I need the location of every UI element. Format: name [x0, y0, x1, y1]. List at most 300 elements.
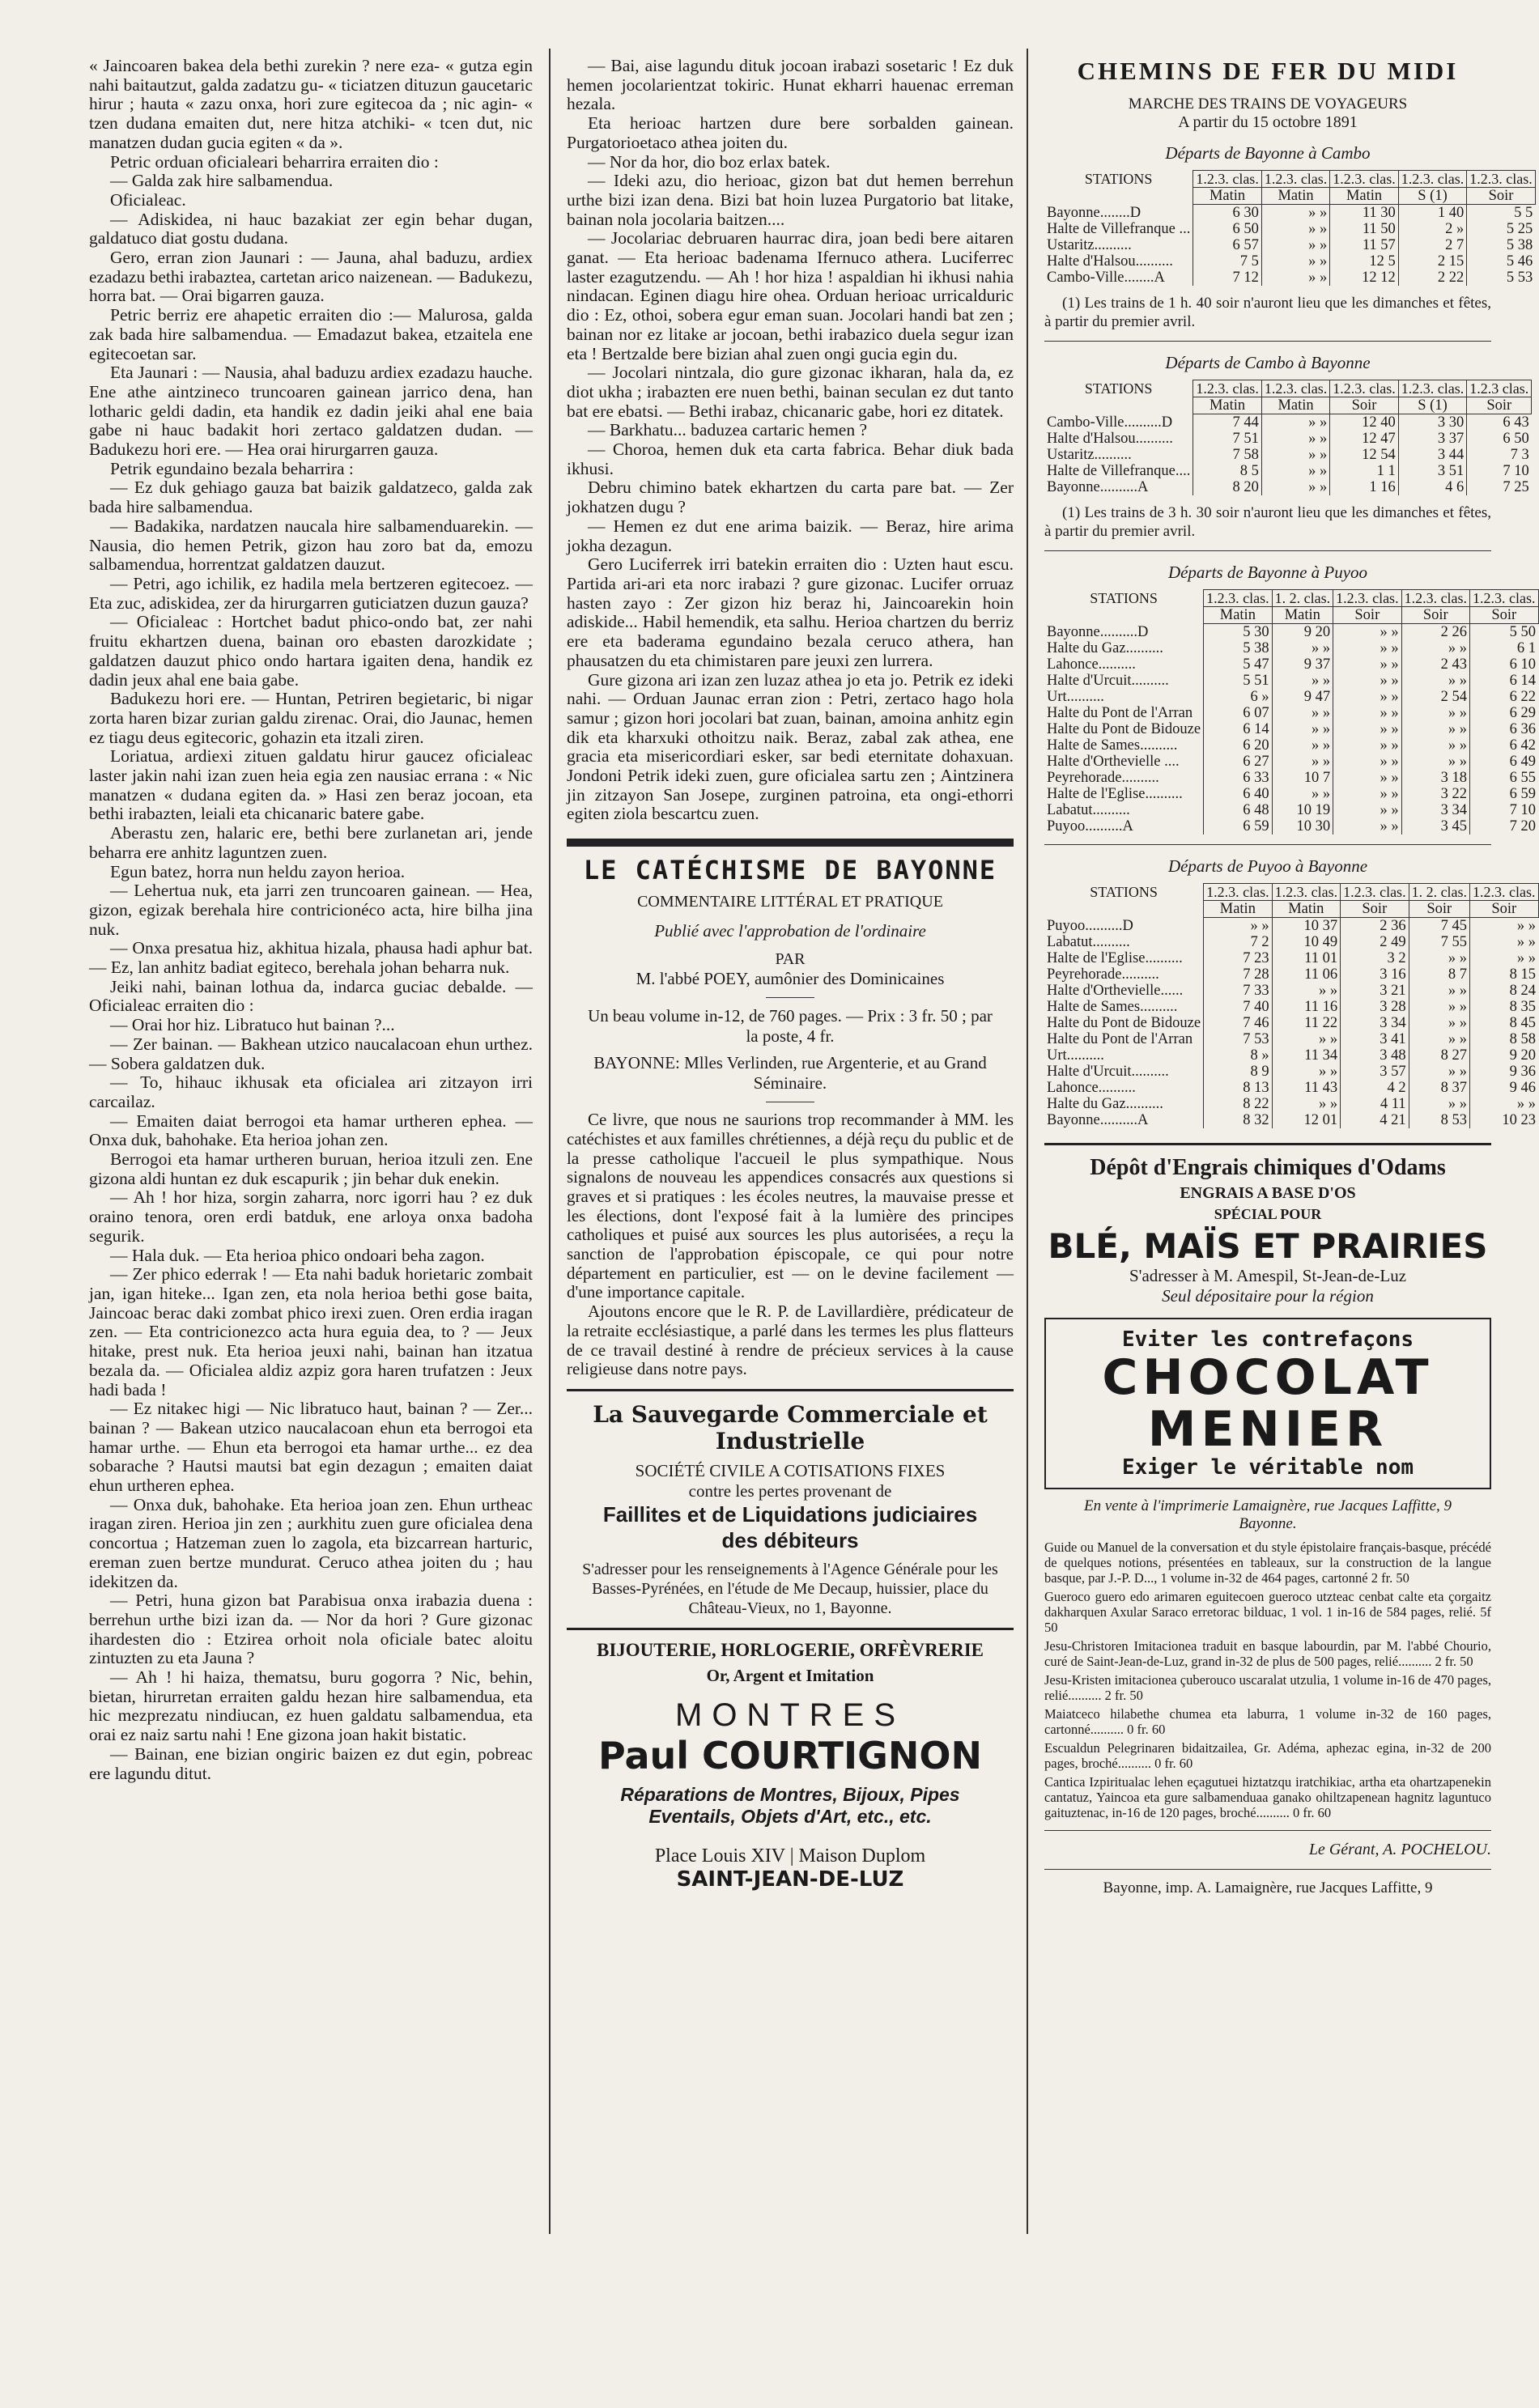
catechism-address: BAYONNE: Mlles Verlinden, rue Argenterie, et au Grand Séminaire.: [593, 1053, 987, 1094]
departure-time: 7 2: [1204, 934, 1272, 950]
timetable-heading: Départs de Puyoo à Bayonne: [1167, 856, 1368, 876]
departure-time: 3 28: [1341, 999, 1409, 1015]
departure-time: 7 45: [1409, 918, 1469, 935]
departure-time: 5 38: [1204, 640, 1272, 656]
table-row: [1044, 270, 1535, 286]
station-name: Halte d'Orthevielle......: [1047, 983, 1184, 999]
story-paragraph: Loriatua, ardiexi zituen galdatu hirur gaucez oficialeac laster jakin nahi izan zuen heia egia zen nausiac errana : « Nic manatzen « dudana egiten da. » Hasi zen beraz jocoan, eta bethi irabazten, leiali eta chicanaric batere gabe.: [89, 746, 533, 824]
catechism-ad: [567, 855, 1014, 1379]
table-row: [1044, 737, 1538, 754]
station-name: Bayonne..........A: [1047, 479, 1149, 495]
departure-time: 3 37: [1398, 431, 1466, 447]
station-name: Peyrehorade..........: [1047, 770, 1159, 786]
class-header: 1.2.3 clas.: [1467, 380, 1532, 397]
departure-time: » »: [1272, 1064, 1340, 1080]
table-row: [1044, 1015, 1538, 1031]
departure-time: 3 44: [1398, 447, 1466, 463]
departure-time: 6 29: [1470, 705, 1538, 721]
time-period-header: Matin: [1193, 397, 1261, 414]
departure-time: » »: [1272, 705, 1333, 721]
departure-time: 5 46: [1467, 253, 1535, 270]
time-period-header: Soir: [1330, 397, 1398, 414]
departure-time: » »: [1272, 1031, 1340, 1047]
departure-time: 6 36: [1470, 721, 1538, 737]
departure-time: 6 »: [1204, 689, 1272, 705]
class-header: 1.2.3. clas.: [1261, 380, 1329, 397]
table-row: [1044, 431, 1532, 447]
column-railway-ads: [1044, 57, 1537, 1897]
table-row: [1044, 983, 1538, 999]
departure-time: 7 44: [1193, 414, 1261, 431]
departure-time: 3 21: [1341, 983, 1409, 999]
departure-time: » »: [1401, 754, 1469, 770]
class-header: 1.2.3. clas.: [1401, 590, 1469, 607]
class-header: 1.2.3. clas.: [1330, 171, 1398, 188]
departure-time: 12 12: [1330, 270, 1398, 286]
departure-time: » »: [1470, 934, 1538, 950]
departure-time: » »: [1409, 1064, 1469, 1080]
sauvegarde-line3: Faillites et de Liquidations judiciaires des débiteurs: [602, 1501, 978, 1552]
section-divider: [567, 839, 1014, 847]
departure-time: 5 38: [1467, 237, 1535, 253]
departure-time: » »: [1333, 673, 1401, 689]
station-name: Ustaritz..........: [1047, 447, 1132, 463]
table-row: [1044, 705, 1538, 721]
departure-time: 8 58: [1470, 1031, 1538, 1047]
departure-time: 3 45: [1401, 818, 1469, 835]
class-header: 1. 2. clas.: [1409, 884, 1469, 901]
timetable: [1044, 380, 1532, 495]
courtignon-ad: [567, 1640, 1014, 1892]
book-item: Escualdun Pelegrinaren bidaitzailea, Gr. Adéma, aphezac egina, in-32 de 200 pages, broché.......... 0 fr. 60: [1044, 1740, 1491, 1771]
time-period-header: Matin: [1204, 901, 1272, 918]
departure-time: 2 7: [1398, 237, 1466, 253]
odams-line1: ENGRAIS A BASE D'OS: [1180, 1184, 1356, 1202]
table-row: [1044, 802, 1538, 818]
departure-time: » »: [1272, 737, 1333, 754]
departure-time: 9 46: [1470, 1080, 1538, 1096]
departure-time: 11 16: [1272, 999, 1340, 1015]
section-divider: [1044, 1143, 1491, 1145]
departure-time: » »: [1272, 673, 1333, 689]
station-name: Halte du Pont de Bidouze: [1047, 721, 1201, 737]
station-name: Halte du Gaz..........: [1047, 640, 1163, 656]
station-name: Bayonne..........A: [1047, 1112, 1149, 1128]
story-paragraph: — Jocolari nintzala, dio gure gizonac ikharan, hala da, ez diot ukha ; irabazten ere nuen bethi, bainan seculan ez dut tanto bat ere ebatsi. — Bethi irabaz, chicanaric gabe, hori ez ditatek.: [567, 363, 1014, 421]
story-paragraph: Gero, erran zion Jaunari : — Jauna, ahal baduzu, ardiex ezadazu bethi irabaztea, cartetan arico naizenean. — Badukezu, horra bat. — Orai bigarren gauza.: [89, 248, 533, 306]
story-paragraph: — Orai hor hiz. Libratuco hut bainan ?...: [110, 1015, 395, 1035]
departure-time: 6 57: [1193, 237, 1261, 253]
story-paragraph: Eta herioac hartzen dure bere sorbalden gainean. Purgatorioetaco athea joiten du.: [567, 113, 1014, 152]
story-paragraph: — Oficialeac : Hortchet badut phico-ondo bat, zer nahi fruitu ekhartzen duena, bainan oro ebasten darozkidate ; galdatzen dauzut phico ondo hartara igaiten dena, handik ez dadin jeux ahal ene baia gabe.: [89, 612, 533, 690]
table-row: [1044, 1031, 1538, 1047]
station-name: Halte du Gaz..........: [1047, 1096, 1163, 1112]
departure-time: 2 54: [1401, 689, 1469, 705]
departure-time: 5 25: [1467, 221, 1535, 237]
departure-time: 8 9: [1204, 1064, 1272, 1080]
departure-time: 7 12: [1193, 270, 1261, 286]
time-period-header: S (1): [1398, 397, 1466, 414]
departure-time: » »: [1333, 624, 1401, 641]
story-paragraph: — Jocolariac debruaren haurrac dira, joan bedi bere aitaren ganat. — Eta herioac badenama Ifernuco athera. Luciferrec laster ezagutzendu. — Ah ! hor hiza ! aspaldian hi ikhusi nahia nindacan. Eginen diagu hire ohea. Orduan herioac urricalduric dio : Ez, othoi, sobera egur eman suan. Jocolari handi bat zen ; bainan nor ez litake ar jocoan, bethi irabazico duela segur izan eta ! Bertzalde bere bizian ahal zuen ongi gucia egin du.: [567, 228, 1014, 363]
departure-time: 6 30: [1193, 205, 1261, 222]
gerant-line: Le Gérant, A. POCHELOU.: [1308, 1841, 1491, 1858]
catechism-approval: Publié avec l'approbation de l'ordinaire: [654, 921, 926, 941]
catechism-title: LE CATÉCHISME DE BAYONNE: [583, 855, 997, 886]
departure-time: » »: [1272, 754, 1333, 770]
table-row: [1044, 1096, 1538, 1112]
departure-time: » »: [1272, 640, 1333, 656]
menier-word1: CHOCOLAT: [1102, 1349, 1434, 1406]
departure-time: 6 59: [1204, 818, 1272, 835]
departure-time: » »: [1409, 999, 1469, 1015]
departure-time: 7 40: [1204, 999, 1272, 1015]
departure-time: 4 21: [1341, 1112, 1409, 1128]
story-paragraph: — Onxa duk, bahohake. Eta herioa joan zen. Ehun urtheac iragan ziren. Herioa jin zen ; aurkhitu zuen gure oficialea dena concortua ; Hatzeman zuen lo zagola, eta bizcarrean harturic, ereman zuen bertze mundurat. Ceruco athea joiten du ; hau idekitzen da.: [89, 1494, 533, 1591]
courtignon-repairs: Réparations de Montres, Bijoux, Pipes Eventails, Objets d'Art, etc., etc.: [620, 1783, 960, 1827]
blank-cell: [1044, 901, 1204, 918]
table-row: [1044, 447, 1532, 463]
story-paragraph: — Ez nitakec higi — Nic libratuco haut, bainan ? — Zer... bainan ? — Bakean utzico naucalacoan ehun eta berrogoi eta hamar urthe. — Ehun eta berrogoi eta hamar urthe... ez dea sobarache ? Hautsi mautsi bat egin dezagun ; emaiten daiat ehun urtheren ephea.: [89, 1399, 533, 1496]
story-paragraph: Egun batez, horra nun heldu zayon herioa.: [110, 861, 406, 881]
table-row: [1044, 770, 1538, 786]
departure-time: 8 24: [1470, 983, 1538, 999]
station-name: Bayonne........D: [1047, 204, 1141, 221]
catechism-par: PAR: [775, 950, 806, 969]
station-name: Lahonce..........: [1047, 1080, 1136, 1096]
departure-time: 8 22: [1204, 1096, 1272, 1112]
departure-time: 4 11: [1341, 1096, 1409, 1112]
departure-time: 8 7: [1409, 966, 1469, 983]
departure-time: » »: [1409, 1015, 1469, 1031]
departure-time: 2 49: [1341, 934, 1409, 950]
departure-time: 8 5: [1193, 463, 1261, 479]
time-period-header: Matin: [1193, 188, 1261, 205]
story-paragraph: — Bainan, ene bizian ongiric baizen ez dut egin, pobreac ere lagundu ditut.: [89, 1743, 533, 1783]
table-row: [1044, 414, 1532, 431]
column-story-part2-ads: [567, 57, 1014, 1892]
departure-time: 2 22: [1398, 270, 1466, 286]
table-row: [1044, 479, 1532, 495]
departure-time: 3 57: [1341, 1064, 1409, 1080]
table-row: [1044, 624, 1538, 641]
table-row: [1044, 934, 1538, 950]
table-row: [1044, 918, 1538, 935]
station-name: Halte de l'Eglise..........: [1047, 950, 1183, 966]
time-period-header: Matin: [1261, 188, 1329, 205]
table-row: [1044, 966, 1538, 983]
story-paragraph: — Petri, ago ichilik, ez hadila mela bertzeren egitecoez. — Eta zuc, adiskidea, zer da hirurgarren guticiatzen duzun gauza?: [89, 573, 533, 613]
section-divider: [1044, 550, 1491, 551]
odams-line4: Seul dépositaire pour la région: [1162, 1286, 1374, 1306]
station-name: Peyrehorade..........: [1047, 966, 1159, 983]
departure-time: 9 20: [1272, 624, 1333, 641]
story-continuation: [567, 57, 1014, 824]
table-row: [1044, 689, 1538, 705]
time-period-header: Matin: [1272, 607, 1333, 624]
table-row: [1044, 950, 1538, 966]
departure-time: 6 42: [1470, 737, 1538, 754]
station-name: Lahonce..........: [1047, 656, 1136, 673]
departure-time: » »: [1401, 640, 1469, 656]
station-name: Halte d'Urcuit..........: [1047, 673, 1169, 689]
station-name: Halte de Villefranque....: [1047, 463, 1191, 479]
table-row: [1044, 1080, 1538, 1096]
departure-time: » »: [1261, 414, 1329, 431]
column-story-part1: [89, 57, 533, 1783]
story-paragraph: Badukezu hori ere. — Huntan, Petriren begietaric, bi nigar zorta haren bizar zurian galdu zirenac. Orai, dio Jaunac, hemen ez tiagu deus egitecoric, gohazin eta itzali ziren.: [89, 689, 533, 747]
departure-time: » »: [1333, 705, 1401, 721]
departure-time: 6 50: [1467, 431, 1532, 447]
departure-time: » »: [1261, 253, 1329, 270]
blank-cell: [1044, 607, 1204, 624]
book-list: [1044, 1540, 1491, 1820]
station-name: Halte d'Urcuit..........: [1047, 1064, 1169, 1080]
departure-time: 2 »: [1398, 221, 1466, 237]
departure-time: 8 37: [1409, 1080, 1469, 1096]
railway-title: CHEMINS DE FER DU MIDI: [1077, 57, 1459, 85]
departure-time: 8 15: [1470, 966, 1538, 983]
story-paragraph: Gero Luciferrek irri batekin erraiten dio : Uzten haut escu. Partida ari-ari eta norc irabazi ? gure gizonac. Lucifer orruaz hasten zayo : Zer gizon hiz beraz hi, Jaincoarekin hoin adiskide... Habil hemendik, eta salhu. Herioa chartzen du berriz ere eta baderama egundaino bezala ceruco athera, han phausatzen du eta chimistaren pare jeuxi zen lurrera.: [567, 554, 1014, 670]
story-paragraph: — Zer bainan. — Bakhean utzico naucalacoan ehun urthez. — Sobera galdatzen duk.: [89, 1034, 533, 1073]
table-row: [1044, 463, 1532, 479]
catechism-subtitle: COMMENTAIRE LITTÉRAL ET PRATIQUE: [637, 893, 943, 911]
station-name: Halte du Pont de l'Arran: [1047, 705, 1193, 721]
blank-cell: [1044, 188, 1193, 205]
departure-time: 5 53: [1467, 270, 1535, 286]
departure-time: 11 30: [1330, 205, 1398, 222]
time-period-header: Matin: [1330, 188, 1398, 205]
story-paragraph: Petric orduan oficialeari beharrira erraiten dio :: [110, 151, 439, 172]
departure-time: » »: [1272, 786, 1333, 802]
table-row: [1044, 818, 1538, 835]
story-paragraph: Petric berriz ere ahapetic erraiten dio :— Malurosa, galda zak bada hire salbamendua. — Emadazut bakea, etzaitela ene egitecoetan sar.: [89, 305, 533, 363]
station-name: Urt..........: [1047, 1047, 1104, 1064]
railway-date: A partir du 15 octobre 1891: [1178, 113, 1358, 131]
book-item: Guide ou Manuel de la conversation et du style épistolaire français-basque, précédé de quelques notions, présentées en tableaux, sur la construction de la langue basque, par J.-P. D..., 1 volume in-32 de 464 pages, cartonné 2 fr. 50: [1044, 1540, 1491, 1586]
station-name: Bayonne..........D: [1047, 623, 1149, 640]
story-paragraph: — Ideki azu, dio herioac, gizon bat dut hemen berrehun urthe bizi izan dena. Bizi bat hoin luzea Purgatorio bat litake, bainan nola jocolaria baitzen....: [567, 171, 1014, 229]
station-name: Puyoo..........A: [1047, 818, 1133, 835]
departure-time: 8 45: [1470, 1015, 1538, 1031]
story-paragraph: Petrik egundaino bezala beharrira :: [110, 458, 354, 478]
departure-time: 6 27: [1204, 754, 1272, 770]
imprint-line: Bayonne, imp. A. Lamaignère, rue Jacques Laffitte, 9: [1103, 1879, 1433, 1896]
departure-time: 9 47: [1272, 689, 1333, 705]
story-paragraph: — Bai, aise lagundu dituk jocoan irabazi sosetaric ! Ez duk hemen jocolarientzat tokiric. Hunat ekharri hauenac erreman hezala.: [567, 56, 1014, 114]
departure-time: 6 07: [1204, 705, 1272, 721]
sauvegarde-ad: [567, 1401, 1014, 1618]
time-period-header: Matin: [1204, 607, 1272, 624]
departure-time: 7 55: [1409, 934, 1469, 950]
departure-time: 7 46: [1204, 1015, 1272, 1031]
courtignon-city: SAINT-JEAN-DE-LUZ: [676, 1867, 904, 1892]
departure-time: 3 34: [1341, 1015, 1409, 1031]
railway-timetables: [1044, 143, 1537, 1128]
departure-time: » »: [1333, 786, 1401, 802]
class-header: 1. 2. clas.: [1272, 590, 1333, 607]
blank-cell: [1044, 397, 1193, 414]
station-name: Halte de Villefranque ...: [1047, 221, 1191, 237]
departure-time: » »: [1470, 950, 1538, 966]
departure-time: 10 49: [1272, 934, 1340, 950]
courtignon-line1: BIJOUTERIE, HORLOGERIE, ORFÈVRERIE: [597, 1639, 984, 1660]
timetable-heading: Départs de Bayonne à Cambo: [1165, 143, 1371, 163]
departure-time: » »: [1261, 205, 1329, 222]
departure-time: » »: [1333, 737, 1401, 754]
class-header: 1.2.3. clas.: [1204, 590, 1272, 607]
departure-time: 10 7: [1272, 770, 1333, 786]
station-name: Labatut..........: [1047, 934, 1130, 950]
story-paragraph: — Badakika, nardatzen naucala hire salbamenduarekin. — Nausia, dio hemen Petrik, gizon hau zoro bat da, emozu salbamendua, horrentzat galdatzen dauzut.: [89, 516, 533, 575]
timetable-note: (1) Les trains de 3 h. 30 soir n'auront lieu que les dimanches et fêtes, à partir du premier avril.: [1044, 504, 1491, 540]
departure-time: » »: [1261, 270, 1329, 286]
story-paragraph: — Ah ! hi haiza, thematsu, buru gogorra ? Nic, behin, bietan, hirurretan erraiten galdu hezan hire salbamendua, eta hic mezprezatu nindiucan, ez huen galdatu salbamendua, eta orai ez naiz sartu nahi ! Ene gizona joan hakit bistatic.: [89, 1667, 533, 1745]
departure-time: » »: [1401, 737, 1469, 754]
timetable-heading: Départs de Cambo à Bayonne: [1165, 353, 1371, 372]
departure-time: 8 32: [1204, 1112, 1272, 1128]
departure-time: 6 20: [1204, 737, 1272, 754]
time-period-header: Soir: [1467, 188, 1535, 205]
table-row: [1044, 237, 1535, 253]
departure-time: » »: [1333, 640, 1401, 656]
menier-ad: [1044, 1318, 1491, 1489]
story-paragraph: — Adiskidea, ni hauc bazakiat zer egin behar dugan, galdatuco diat gostu dudana.: [89, 209, 533, 248]
departure-time: 9 37: [1272, 656, 1333, 673]
departure-time: 10 23: [1470, 1112, 1538, 1128]
table-row: [1044, 205, 1535, 222]
departure-time: » »: [1401, 673, 1469, 689]
departure-time: 7 53: [1204, 1031, 1272, 1047]
departure-time: 5 50: [1470, 624, 1538, 641]
departure-time: 3 30: [1398, 414, 1466, 431]
departure-time: 2 36: [1341, 918, 1409, 935]
departure-time: 12 5: [1330, 253, 1398, 270]
table-row: [1044, 999, 1538, 1015]
departure-time: 6 43: [1467, 414, 1532, 431]
sauvegarde-line2: contre les pertes provenant de: [688, 1480, 892, 1501]
departure-time: 12 01: [1272, 1112, 1340, 1128]
time-period-header: Soir: [1341, 901, 1409, 918]
book-item: Jesu-Kristen imitacionea çuberouco uscaralat utzulia, 1 volume in-16 de 470 pages, relié.......... 2 fr. 50: [1044, 1672, 1491, 1703]
table-row: [1044, 221, 1535, 237]
station-name: Cambo-Ville..........D: [1047, 414, 1173, 431]
departure-time: 3 16: [1341, 966, 1409, 983]
departure-time: » »: [1261, 479, 1329, 495]
departure-time: 5 5: [1467, 205, 1535, 222]
sauvegarde-line4: S'adresser pour les renseignements à l'Agence Générale pour les Basses-Pyrénées, en l'étude de Me Decaup, huissier, place du Château-Vieux, no 1, Bayonne.: [582, 1560, 998, 1617]
departure-time: » »: [1261, 237, 1329, 253]
catechism-author: M. l'abbé POEY, aumônier des Dominicaines: [636, 969, 945, 989]
departure-time: 7 25: [1467, 479, 1532, 495]
table-row: [1044, 786, 1538, 802]
departure-time: » »: [1333, 689, 1401, 705]
departure-time: 7 10: [1470, 802, 1538, 818]
departure-time: » »: [1261, 447, 1329, 463]
class-header: 1.2.3. clas.: [1193, 171, 1261, 188]
class-header: 1.2.3. clas.: [1467, 171, 1535, 188]
departure-time: » »: [1409, 950, 1469, 966]
station-name: Ustaritz..........: [1047, 237, 1132, 253]
departure-time: 6 22: [1470, 689, 1538, 705]
departure-time: » »: [1409, 1031, 1469, 1047]
odams-line2: SPÉCIAL POUR: [1214, 1206, 1322, 1222]
book-item: Cantica Izpiritualac lehen eçagutuei hiztatzqu iratchikiac, artha eta ohartzapenekin cantatuz, Yaincoa eta gure salbamenduaa ganako ohiltzapenean hagnitz laguntuco gaituztenac, in-16 de 120 pages, broché.......... 0 fr. 60: [1044, 1774, 1491, 1820]
timetable: [1044, 170, 1536, 286]
station-name: Halte du Pont de Bidouze: [1047, 1015, 1201, 1031]
story-paragraph: Oficialeac.: [110, 189, 186, 210]
departure-time: 6 40: [1204, 786, 1272, 802]
class-header: 1.2.3. clas.: [1204, 884, 1272, 901]
column-rule-right: [1027, 49, 1028, 2234]
departure-time: 7 20: [1470, 818, 1538, 835]
departure-time: 6 48: [1204, 802, 1272, 818]
class-header: 1.2.3. clas.: [1330, 380, 1398, 397]
departure-time: 7 5: [1193, 253, 1261, 270]
departure-time: 3 51: [1398, 463, 1466, 479]
story-paragraph: — Ah ! hor hiza, sorgin zaharra, norc igorri hau ? ez duk oraino tenora, oren erdi batduk, ene arloya onxa badoha segurik.: [89, 1187, 533, 1246]
station-name: Halte de Sames..........: [1047, 999, 1178, 1015]
departure-time: 11 50: [1330, 221, 1398, 237]
departure-time: » »: [1333, 802, 1401, 818]
departure-time: 2 43: [1401, 656, 1469, 673]
story-paragraph: — Barkhatu... baduzea cartaric hemen ?: [588, 420, 868, 440]
departure-time: 1 1: [1330, 463, 1398, 479]
stations-header: STATIONS: [1090, 884, 1158, 900]
departure-time: 11 43: [1272, 1080, 1340, 1096]
departure-time: 12 47: [1330, 431, 1398, 447]
time-period-header: Soir: [1333, 607, 1401, 624]
time-period-header: Soir: [1409, 901, 1469, 918]
class-header: 1.2.3. clas.: [1261, 171, 1329, 188]
departure-time: 7 58: [1193, 447, 1261, 463]
table-row: [1044, 1047, 1538, 1064]
departure-time: 8 27: [1409, 1047, 1469, 1064]
section-divider: [1044, 1830, 1491, 1831]
book-item: Maiatceco hilabethe chumea eta laburra, 1 volume in-32 de 160 pages, cartonné.......... 0 fr. 60: [1044, 1706, 1491, 1737]
story-paragraph: Debru chimino batek ekhartzen du carta pare bat. — Zer jokhatzen dugu ?: [567, 478, 1014, 517]
departure-time: » »: [1272, 983, 1340, 999]
station-name: Halte d'Orthevielle ....: [1047, 754, 1180, 770]
departure-time: 6 10: [1470, 656, 1538, 673]
departure-time: » »: [1261, 221, 1329, 237]
departure-time: » »: [1333, 818, 1401, 835]
time-period-header: Soir: [1467, 397, 1532, 414]
table-row: [1044, 721, 1538, 737]
departure-time: 10 37: [1272, 918, 1340, 935]
class-header: 1.2.3. clas.: [1470, 884, 1538, 901]
table-row: [1044, 1112, 1538, 1128]
menier-word2: MENIER: [1147, 1401, 1388, 1458]
stations-header: STATIONS: [1090, 590, 1158, 606]
story-paragraph: « Jaincoaren bakea dela bethi zurekin ? nere eza- « gutza egin nahi baitautzut, galda zadatzu gu- « ticiatzen dituzun gaucetaric hirur ; hauta « zazu onxa, hori zure egitecoa da ; nic agin- « tzen dudana emaiten dut, nere hitza atchiki- « tcen dut, nic manatzen dudan gucia egiten « da ».: [89, 56, 533, 152]
story-paragraph: Berrogoi eta hamar urtheren buruan, herioa itzuli zen. Ene gizona aldi huntan ez duk escapurik ; jin behar duk enekin.: [89, 1149, 533, 1188]
story-paragraph: — Nor da hor, dio boz erlax batek.: [588, 151, 831, 172]
departure-time: 7 3: [1467, 447, 1532, 463]
departure-time: » »: [1401, 705, 1469, 721]
table-row: [1044, 640, 1538, 656]
story-paragraph: — Hala duk. — Eta herioa phico ondoari beha zagon.: [110, 1245, 485, 1265]
time-period-header: Soir: [1401, 607, 1469, 624]
table-row: [1044, 754, 1538, 770]
departure-time: 8 »: [1204, 1047, 1272, 1064]
departure-time: 3 2: [1341, 950, 1409, 966]
departure-time: 7 10: [1467, 463, 1532, 479]
station-name: Cambo-Ville........A: [1047, 270, 1165, 286]
departure-time: » »: [1333, 754, 1401, 770]
departure-time: 9 36: [1470, 1064, 1538, 1080]
odams-line3: S'adresser à M. Amespil, St-Jean-de-Luz: [1129, 1266, 1407, 1285]
